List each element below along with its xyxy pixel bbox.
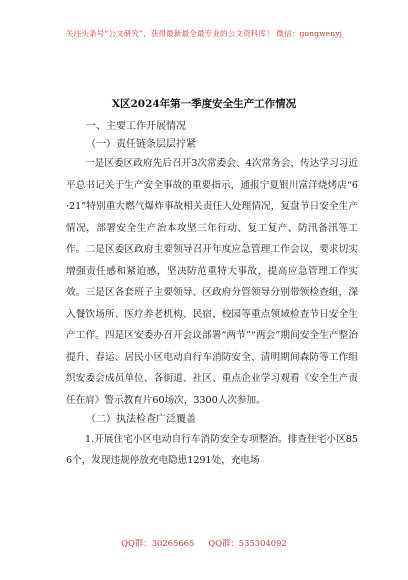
document-body bbox=[66, 118, 358, 472]
subsection-heading-1: （一）责任链条层层拧紧 bbox=[86, 138, 196, 150]
document-title: X区2024年第一季度安全生产工作情况 bbox=[111, 98, 297, 110]
promo-footer bbox=[0, 537, 408, 549]
section-heading-1: 一、主要工作开展情况 bbox=[86, 121, 186, 132]
qq-group-2: QQ群：535304092 bbox=[208, 538, 287, 548]
paragraph-1: 一是区委区政府先后召开3次常委会、4次常务会，传达学习习近平总书记关于生产安全事故的重要指示，通报宁夏银川富洋烧烤店“6·21”特别重大燃气爆炸事故相关责任人处理情况，复盘节日安全生产情况，部署安全生产治本攻坚三年行动、复工复产、防汛备汛等工作。二是区委区政府主要领导召开年度应急管理工作会议，要求切实增强责任感和紧迫感，坚决防范重特大事故，提高应急管理工作实效。三是区各套班子主要领导、区政府分管领导分别带领检查组，深入餐饮场所、医疗养老机构、民宿、校园等重点领域检查节日安全生产工作。四是区安委办召开会议部署“两节”“两会”期间安全生产整治提升、春运、居民小区电动自行车消防安全、清明期间森防等工作组织安委会成员单位、各街道、社区、重点企业学习观看《安全生产责任在肩》警示教育片60场次，3300人次参加。 bbox=[66, 158, 358, 406]
paragraph-2: 1.开展住宅小区电动自行车消防安全专项整治。排查住宅小区856个，发现违规停放充电隐患1291处，充电场 bbox=[66, 433, 358, 467]
promo-header: 关注头条号“公文研究”，获得最新最全最专业的公文资料库！ 微信：gongwenyj bbox=[65, 29, 343, 38]
qq-group-1: QQ群：30265665 bbox=[121, 538, 195, 548]
subsection-heading-2: （二）执法检查广泛覆盖 bbox=[86, 414, 196, 426]
